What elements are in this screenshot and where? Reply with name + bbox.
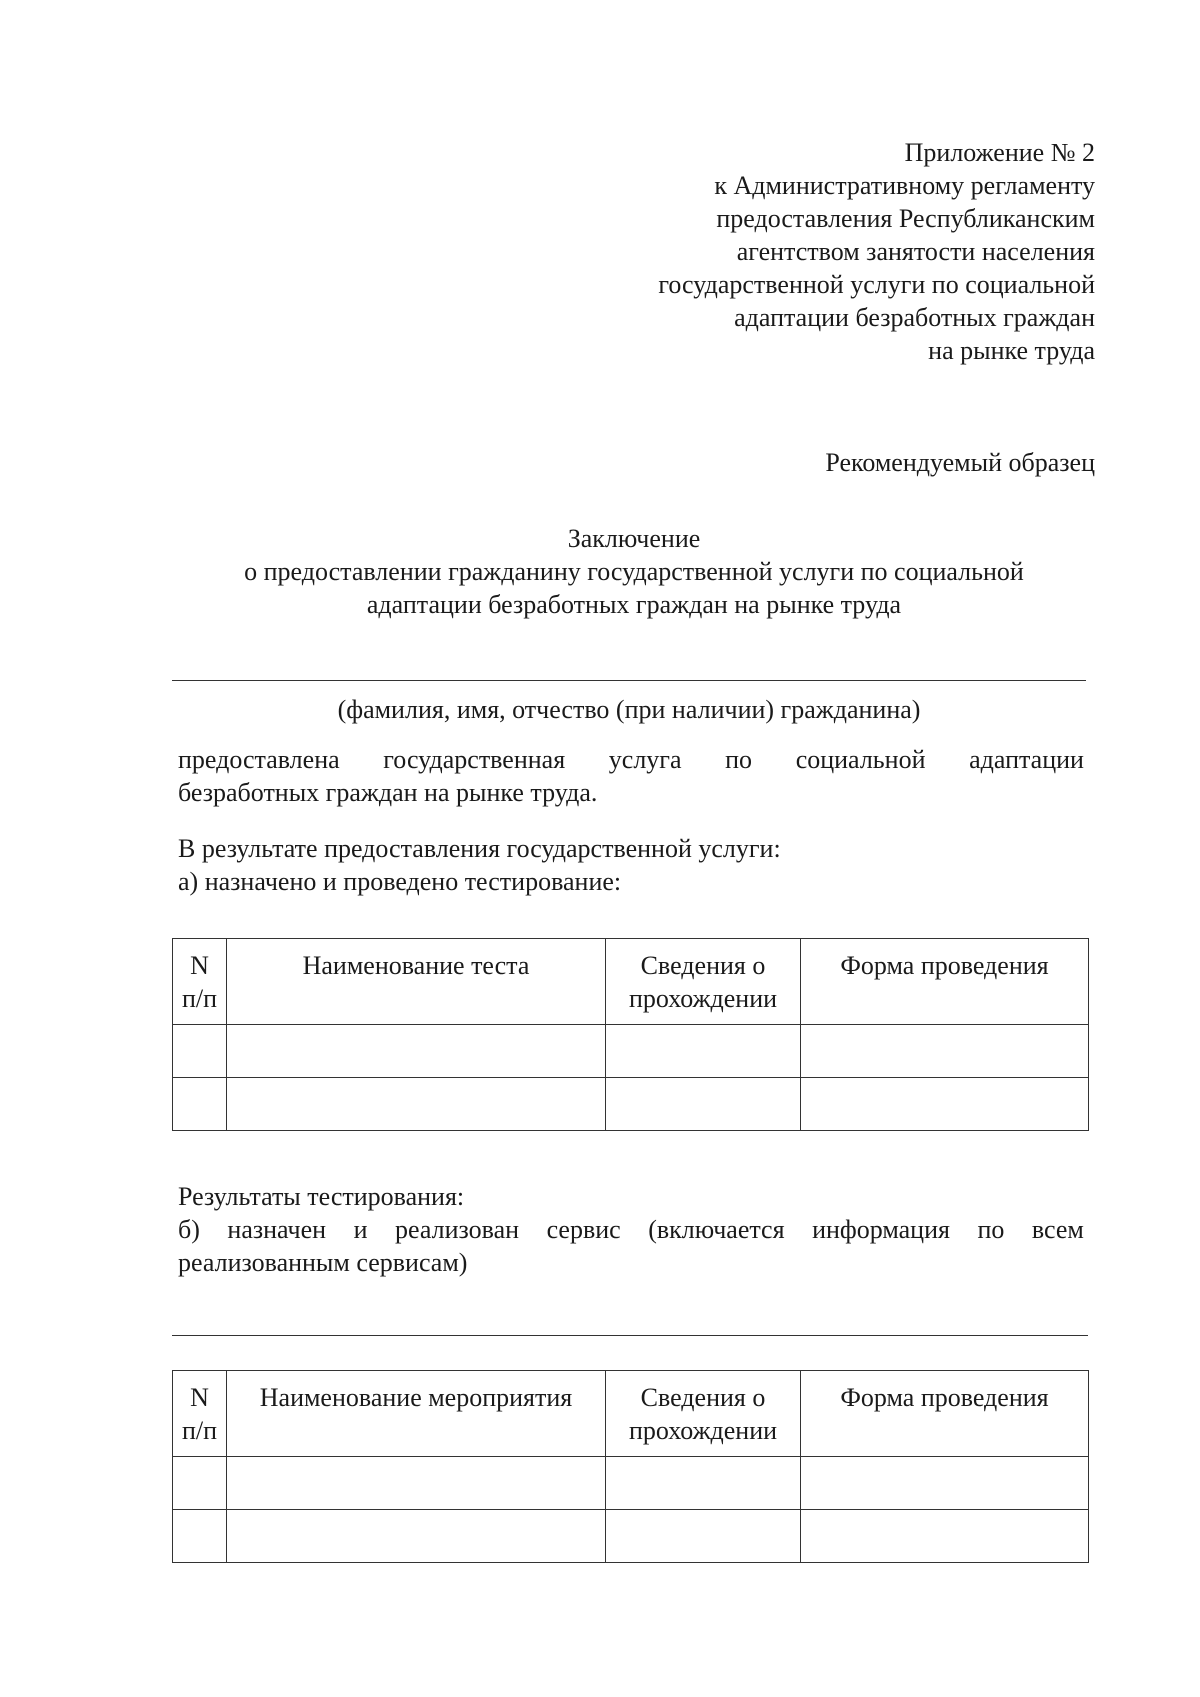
col-header-completion-info	[606, 1371, 801, 1457]
annex-line: государственной услуги по социальной	[658, 270, 1095, 299]
table-row	[173, 1510, 1089, 1563]
annex-line: предоставления Республиканским	[716, 204, 1095, 233]
annex-line: к Административному регламенту	[714, 171, 1095, 200]
table-cell[interactable]	[173, 1510, 227, 1563]
word: назначен	[227, 1215, 327, 1244]
testing-results-line2	[178, 1213, 1084, 1246]
table-cell[interactable]	[227, 1510, 606, 1563]
word: государственная	[383, 745, 566, 774]
table-cell[interactable]	[173, 1457, 227, 1510]
table-cell[interactable]	[801, 1510, 1089, 1563]
table-cell[interactable]	[606, 1078, 801, 1131]
table-cell[interactable]	[606, 1457, 801, 1510]
title-line: адаптации безработных граждан на рынке труда	[366, 590, 902, 619]
testing-results-line3: реализованным сервисам)	[178, 1248, 468, 1277]
table-row	[173, 1025, 1089, 1078]
word: услуга	[608, 745, 682, 774]
col-header-number	[173, 939, 227, 1025]
col-header-completion-info	[606, 939, 801, 1025]
result-line2: а) назначено и проведено тестирование:	[178, 867, 622, 896]
annex-line: агентством занятости населения	[736, 237, 1095, 266]
annex-line: адаптации безработных граждан	[734, 303, 1095, 332]
table-row	[173, 1457, 1089, 1510]
table-cell[interactable]	[801, 1457, 1089, 1510]
paragraph1-line1	[178, 743, 1084, 776]
table-cell[interactable]	[227, 1078, 606, 1131]
col-header-form	[801, 1371, 1089, 1457]
table-cell[interactable]	[227, 1457, 606, 1510]
table-row	[173, 1078, 1089, 1131]
word: по	[977, 1215, 1005, 1244]
table-cell[interactable]	[227, 1025, 606, 1078]
table-cell[interactable]	[801, 1025, 1089, 1078]
result-line1: В результате предоставления государственной услуги:	[178, 834, 781, 863]
word: всем	[1031, 1215, 1084, 1244]
header-text: N	[190, 951, 209, 980]
col-header-number	[173, 1371, 227, 1457]
testing-results-line1: Результаты тестирования:	[178, 1182, 465, 1211]
table-cell[interactable]	[801, 1078, 1089, 1131]
header-text: Сведения о	[640, 1383, 766, 1412]
name-caption: (фамилия, имя, отчество (при наличии) гражданина)	[337, 695, 921, 724]
services-fill-line[interactable]	[172, 1335, 1088, 1336]
name-fill-line[interactable]	[172, 680, 1086, 681]
header-text: Наименование теста	[302, 951, 530, 980]
header-text: Наименование мероприятия	[259, 1383, 573, 1412]
testing-table	[172, 938, 1089, 1131]
header-text: прохождении	[628, 1416, 778, 1445]
header-text: п/п	[181, 984, 218, 1013]
header-text: Форма проведения	[840, 1383, 1049, 1412]
word: и	[353, 1215, 368, 1244]
services-table	[172, 1370, 1089, 1563]
document-title	[150, 522, 1118, 621]
header-text: Форма проведения	[840, 951, 1049, 980]
word: адаптации	[969, 745, 1084, 774]
word: социальной	[795, 745, 926, 774]
annex-header	[658, 136, 1095, 367]
word: (включается	[648, 1215, 785, 1244]
paragraph1-line2: безработных граждан на рынке труда.	[178, 778, 598, 807]
word: предоставлена	[178, 745, 340, 774]
title-line: о предоставлении гражданину государственной услуги по социальной	[244, 557, 1024, 586]
header-text: прохождении	[628, 984, 778, 1013]
col-header-event-name	[227, 1371, 606, 1457]
table-cell[interactable]	[173, 1078, 227, 1131]
word: информация	[812, 1215, 950, 1244]
word: по	[725, 745, 753, 774]
annex-line: Приложение № 2	[904, 138, 1095, 167]
col-header-form	[801, 939, 1089, 1025]
table-header-row	[173, 1371, 1089, 1457]
table-header-row	[173, 939, 1089, 1025]
header-text: N	[190, 1383, 209, 1412]
header-text: Сведения о	[640, 951, 766, 980]
table-cell[interactable]	[606, 1510, 801, 1563]
word: б)	[178, 1215, 200, 1244]
word: реализован	[395, 1215, 520, 1244]
word: сервис	[546, 1215, 621, 1244]
col-header-test-name	[227, 939, 606, 1025]
sample-label: Рекомендуемый образец	[825, 448, 1095, 477]
header-text: п/п	[181, 1416, 218, 1445]
annex-line: на рынке труда	[928, 336, 1095, 365]
title-line: Заключение	[567, 524, 701, 553]
table-cell[interactable]	[606, 1025, 801, 1078]
table-cell[interactable]	[173, 1025, 227, 1078]
